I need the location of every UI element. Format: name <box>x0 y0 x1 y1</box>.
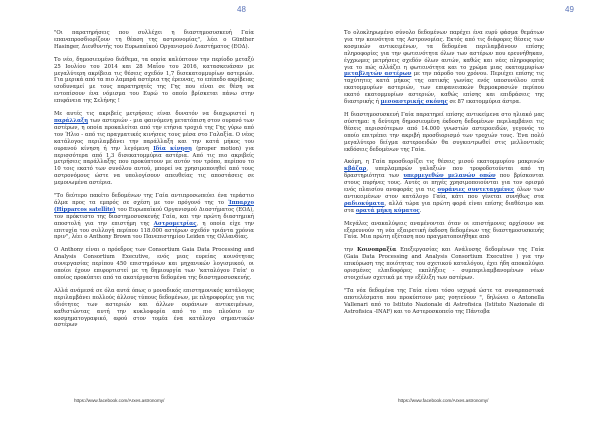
page-number: 49 <box>565 5 574 14</box>
paragraph-text: , υπερλαμπρών γαλαξιών που τροφοδοτούνται από τη δραστηριότητα των <box>344 166 544 180</box>
footer-url[interactable]: https://www.facebook.com/Arxes.astronomy/ <box>74 398 165 403</box>
paragraph-text: Με αυτές τις ακριβείς μετρήσεις είναι δυνατόν να διαχωριστεί η <box>54 111 254 118</box>
page-number: 48 <box>237 5 246 14</box>
paragraph-text: Το ολοκληρωμένο σύνολο δεδομένων παρέχει ένα ευρύ φάσμα θεμάτων για την κοινότητα της Αστρονομίας. Εκτός από τις διάφορες θέσεις των κοσμικών αντικειμένων, τα δεδομένα περιλαμβάνουν επίσης πληροφορίες για την φωτεινότητα όλων των αστέρων που ερευνήθηκαν, έγχρωμες μετρήσεις σχεδόν όλων αυτών, καθώς και νέες πληροφορίες για το πώς αλλάζει η φωτεινότητα και το χρώμα μιας εκατομμυρίων <box>344 30 544 71</box>
paragraph: Το νέο, δημοσιευμένο διάθεμα, τα οποία καλύπτουν την περίοδο μεταξύ 25 Ιουλίου του 2014 και 28 Μαΐου του 2016, κατασκευάσαν με μεγαλύτερη ακρίβεια τις θέσεις σχεδόν 1,7 δισεκατομμυρίων αστεριών. Για μερικά από τα πιο λαμπρά αστέρια της έρευνας, το επίπεδο ακρίβειας ισοδυναμεί με τους παρατηρητές της Γης που είναι σε θέση να εντοπίσουν ένα νόμισμα του Ευρώ το οποίο βρίσκεται πάνω στην επιφάνεια της Σελήνης ! <box>54 56 254 105</box>
paragraph <box>344 247 544 282</box>
interstellar-dust-link[interactable]: μεσοαστρικής σκόνης <box>380 99 448 106</box>
paragraph-text: . <box>419 207 422 214</box>
proper-motion-link[interactable]: Ιδία κίνηση <box>153 145 192 152</box>
text-column <box>54 30 254 335</box>
paragraph-text: που βρίσκονται στους πυρήνες τους. Αυτές οι πηγές χρησιμοποιούνται για τον ορισμό ενός πλαισίου αναφοράς για τις <box>344 173 544 194</box>
paragraph <box>344 30 544 106</box>
paragraph-text: (proper motion) για περισσότερα από 1,3 δισεκατομμύρια αστέρια. Από τις πιο ακριβείς μετρήσεις παράλλαξης που προκύπτουν με αυτόν τον τρόπο, περίπου το 10 τοις εκατό των συνόλου αυτού, μπορεί να χρησιμοποιηθεί από τους αστρονόμους ώστε να υπολογίσουν απευθείας τις αποστάσεις σε μεμονωμένα αστέρια. <box>54 145 254 187</box>
quasar-link[interactable]: κβάζαρ <box>344 166 367 173</box>
text-column <box>344 30 544 322</box>
paragraph: Μεγάλες ανακαλύψεις αναμένονται όταν οι επιστήμονες αρχίσουν να εξερευνούν τη νέα εξαιρετική έκδοση δεδομένων της διαστημοσυσκευής Γαία. Μια πρώτη εξέταση που πραγματοποιήθηκε από <box>344 220 544 241</box>
black-holes-link[interactable]: υπερμεγεθών μελανών οπών <box>403 173 496 180</box>
paragraph-text: , αλλά τώρα για πρώτη φορά είναι επίσης διαθέσιμο και στα <box>344 200 544 214</box>
radio-waves-link[interactable]: ραδιοκύματα <box>344 200 385 207</box>
paragraph: Η διαστημοσυσκευή Γαία παρατηρεί επίσης αντικείμενα στο ηλιακό μας σύστημα: η δεύτερη δημοσιευμένη έκδοση δεδομένων περιλαμβάνει τις θέσεις περισσότερων από 14.000 γνωστών αστεροειδών, γεγονός το οποίο επιτρέπει την ακριβή προσδιορισμό των τροχιών τους. Ένα πολύ μεγαλύτερο δείγμα αστεροειδών θα συγκεντρωθεί στις μελλοντικές εκδόσεις δεδομένων της Γαία. <box>344 111 544 153</box>
paragraph-text: Επεξεργασίας και Ανάλυσης δεδομένων της Γαία (Gaia Data Processing and Analysis Consortium Executive ) για την επικύρωση της ποιότητας του σχετικού καταλόγου, έχει ήδη αποκαλύψει ορισμένες ελπιδοφόρες εκπλήξεις - συμπεριλαμβανομένων νέων στοιχείων σχετικά με την εξέλιξη των αστέρων. <box>344 247 544 281</box>
consortium-term: Κοινοπραξία <box>357 247 397 254</box>
paragraph: "Οι παρατηρήσεις που συλλέχει η διαστημοσυσκευή Γαία επαναπροσδιορίζουν τη θέαση της αστρονομίας", λέει ο Günther Hasinger, Διευθυντής του Ευρωπαϊκού Οργανισμού Διαστήματος (ΕΟΔ). <box>54 30 254 50</box>
right-page <box>300 0 600 424</box>
paragraph: Ο Anthony είναι ο πρόεδρος των Consortium Gaia Data Processing and Analysis Consortium Executive, ενός μιας ευρείας κοινότητας συνεργασίας περίπου 450 επιστημόνων και μηχανικών λογισμικού, οι οποίοι έχουν επιφορτιστεί με τη δημιουργία των 'καταλόγου Γαία' ο οποίος προκύπτει από τα ακατέργαστα δεδομένα της διαστημοσυσκευής. <box>54 247 254 281</box>
footer-url[interactable]: https://www.facebook.com/Arxes.astronomy/ <box>398 398 489 403</box>
paragraph-text: "Το δεύτερο πακέτο δεδομένων της Γαία αντιπροσωπεύει ένα τεράστιο άλμα προς τα εμπρός σε σχέση με τον πρόγονό της το <box>54 193 254 206</box>
visible-wavelength-link[interactable]: ορατά μήκη κύματος <box>355 207 420 214</box>
celestial-coordinates-link[interactable]: ουράνιες συντεταγμένες <box>437 187 515 194</box>
paragraph-text: την <box>344 247 358 254</box>
paragraph-text: των αστεριών - μια φαινόμενη μετατόπιση στον ουρανό των αστέρων, η οποία προκαλείται από την ετήσια τροχιά της Γης γύρω από τον Ήλιο - από τις πραγματικές κινήσεις τους μέσα στο Γαλαξία. Ο νέος κατάλογος περιλαμβάνει την παράλλαξη και την κατά μήκος του ουρανού κίνηση ή την λεγόμενη <box>54 117 254 152</box>
paragraph: Αλλά ανάμεσά σε όλα αυτά όπως ο μοναδικός επιστημονικός κατάλογος περιλαμβάνει πολλούς άλλους τύπους δεδομένων, με πληροφορίες για τις ιδιότητες των αστεριών και άλλων ουράνιων αντικειμένων, καθιστώντας αυτή την κυκλοφορία από το πιο πλούσιο εν κοσμηματογραφικό, αφού στον τομέα ένα κατάλογο σημαντικών αστέρων <box>54 287 254 329</box>
paragraph-text: σε 87 εκατομμύρια άστρα. <box>447 99 521 106</box>
paragraph-text: , η οποία είχε την επιτυχία του συλλογή περίπου 118.000 αστέρων σχεδόν τριάντα χρόνια πριν", λέει ο Anthony Brown του Πανεπιστημίου Leiden της Ολλανδίας. <box>54 220 254 241</box>
paragraph-text: με την πάροδο του χρόνου. Περιέχει επίσης τις ταχύτητες κατά μήκος της οπτικής γωνίας ενός υποσυνόλου επτά εκατομμυρίων αστεριών, των επιφανειακών θερμοκρασιών περίπου εκατό εκατομμυρίων αστεριών, καθώς επίσης και επιδράσεις της διαστρικής ή <box>344 71 544 106</box>
paragraph-text: όλων των αντικειμένων στον κατάλογο Γαία, κάτι που γίνεται συνήθως στα <box>344 187 544 200</box>
paragraph-text: Ακόμη, η Γαία προσδιορίζει τις θέσεις μισού εκατομμυρίου μακρινών <box>344 159 544 166</box>
paragraph <box>54 193 254 241</box>
paragraph <box>344 159 544 214</box>
astrometry-link[interactable]: Αστρομετρίας <box>153 220 197 227</box>
paragraph: "Τα νέα δεδομένα της Γαία είναι τόσο ισχυρά ώστε τα συναρπαστικά αποτελέσματα που προκύπτουν μας γοητεύουν ", δηλώνει ο Antonella Vallenari από το Istituto Nazionale di Astrofisica (Istituto Nazionale di Astrofisica -INAF) και το Αστεροσκοπείο της Πάντοβα <box>344 287 544 315</box>
hipparcos-link[interactable]: Ίππαρχο (Hipparcos satellite) <box>54 199 254 213</box>
variable-stars-link[interactable]: μεταβλητών αστέρων <box>344 71 412 78</box>
paragraph <box>54 111 254 187</box>
parallax-link[interactable]: παράλλαξη <box>54 117 89 124</box>
paragraph-text: του Ευρωπαϊκού Οργανισμού Διαστήματος (ΕΟΔ), τον πρόκτιστο της διαστημοσυσκευής Γαία, και την πρώτη διαστημική αποστολή για την επιστήμη της <box>54 206 254 227</box>
